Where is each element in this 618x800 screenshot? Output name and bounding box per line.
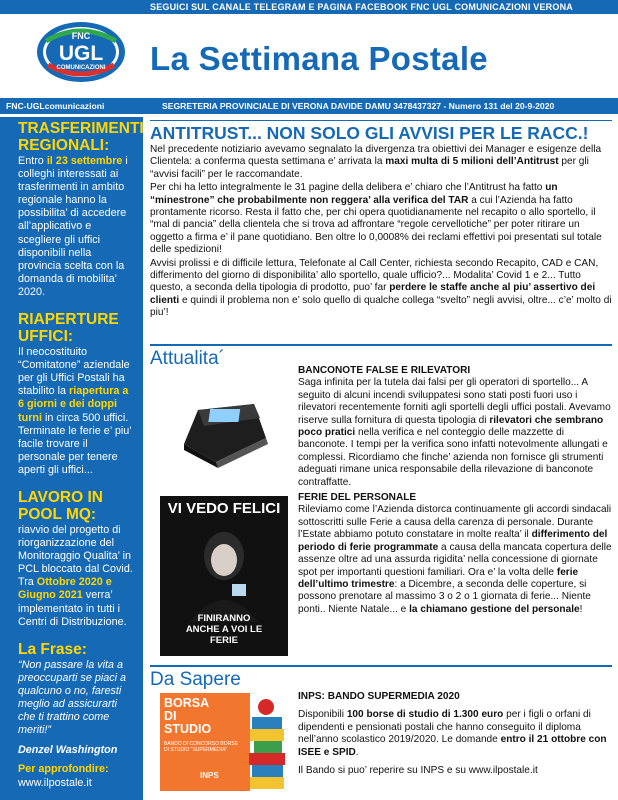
sidebar-heading-riaperture: RIAPERTURE UFFICI: <box>18 311 119 346</box>
newsletter-title: La Settimana Postale <box>150 40 488 77</box>
article-banconote-title: BANCONOTE FALSE E RILEVATORI <box>298 365 471 376</box>
info-bar-left: FNC-UGLcomunicazioni <box>6 101 105 111</box>
borsa-l2: DI <box>164 709 177 723</box>
article-supermedia-title: INPS: BANDO SUPERMEDIA 2020 <box>298 691 460 702</box>
article-antitrust-title: ANTITRUST... NON SOLO GLI AVVISI PER LE RACC.! <box>150 120 612 143</box>
article-antitrust-p2: Per chi ha letto integralmente le 31 pagine della delibera e’ chiaro che l’Antitrust ha fatto un “minestrone” che probabilmente non reggera’ alla verifica del TAR a cui l’Azienda ha fatto prontamente ricorso. Resta il fatto che, per chi opera quotidianamente nel recapito o allo sportello, il “mal di pancia” della clientela che si trova ad affrontare “regole cervellotiche” per poter ritirare un oggetto a firma e’ il pane quotidiano. Ben oltre lo 0,0008% dei reclami effettivi poi presentati sul totale delle spedizioni! <box>150 182 602 256</box>
sidebar-text-riaperture: Il neocostituito “Comitatone” aziendale per gli Uffici Postali ha stabilito la riapertura a 6 giorni e dei doppi turni in circa 500 uffici. Terminate le ferie e’ piu’ facile trovare il personale per tenere aperti gli uffici... <box>18 346 132 476</box>
article-ferie-title: FERIE DEL PERSONALE <box>298 492 417 504</box>
borsa-l3: STUDIO <box>164 722 212 736</box>
meme-bottom-text: FINIRANNO ANCHE A VOI LE FERIE <box>185 613 263 646</box>
banknote-detector-image <box>176 382 272 470</box>
info-bar <box>0 98 618 114</box>
logo-comunicazioni: COMUNICAZIONI <box>56 65 106 71</box>
sidebar-heading-pool: LAVORO IN POOL MQ: <box>18 488 103 523</box>
more-label: Per approfondire: <box>18 763 109 776</box>
sidebar-heading-trasferimenti: TRASFERIMENTI REGIONALI: <box>18 120 144 154</box>
article-supermedia <box>298 691 612 777</box>
sidebar <box>0 117 143 800</box>
borsa-di-studio-image <box>160 693 288 791</box>
sidebar-quote: “Non passare la vita a preoccuparti se piaci a qualcuno o no, faresti meglio ad assicurarti che ti trattino come meriti!” <box>18 658 127 737</box>
sidebar-heading-frase: La Frase: <box>18 640 87 658</box>
ilpostale-link[interactable]: www.ilpostale.it <box>18 777 92 790</box>
sidebar-text-trasferimenti: Entro il 23 settembre i colleghi interessati ai trasferimenti in ambito regionale hanno la possibilita’ di accedere all’applicativo e scegliere gli uffici disponibili nella provincia scelta con la domanda di mobilita’ 2020. <box>18 155 128 298</box>
borsa-sub: BANDO DI CONCORSO BORSE DI STUDIO "SUPERMEDIA" <box>164 741 238 753</box>
quote-author: Denzel Washington <box>18 744 118 757</box>
section-dasapere-heading: Da Sapere <box>150 665 612 691</box>
meme-top-text: VI VEDO FELICI <box>167 500 281 517</box>
sidebar-text-pool: riavvio del progetto di riorganizzazione del Monitoraggio Qualita’ in PCL bloccato dal Covid. Tra Ottobre 2020 e Giugno 2021 verra’ implementato in tutti i Centri di Distribuzione. <box>18 523 133 628</box>
logo-ugl: UGL <box>58 42 104 65</box>
borsa-l1: BORSA <box>164 696 210 710</box>
logo-fnc: FNC <box>71 31 91 41</box>
section-attualita-heading: Attualita´ <box>150 344 612 370</box>
info-bar-right: SEGRETERIA PROVINCIALE DI VERONA DAVIDE DAMU 3478437327 - Numero 131 del 20-9-2020 <box>162 101 555 111</box>
top-banner: SEGUICI SUL CANALE TELEGRAM E PAGINA FACEBOOK FNC UGL COMUNICAZIONI VERONA <box>0 0 618 14</box>
inps-label: INPS <box>200 771 219 780</box>
article-antitrust <box>150 120 612 320</box>
article-banconote-text: Saga infinita per la tutela dai falsi per gli operatori di sportello... A seguito di alcuni incendi sviluppatesi sono stati posti fuori uso i rilevatori recentemente forniti agli sportelli degli uffici postali. Avevamo riserve sulla fornitura di questa tipologia di rilevatori che sembrano poco pratici nella verifica e nel conteggio delle mazzette di banconote. I tempi per la verifica sono infatti notevolmente allungati e complessi. Ricordiamo che finche’ azienda non fornisce gli strumenti adeguati rimane unica responsabile della rilevazione di banconote contraffatte. <box>298 377 611 488</box>
ugl-logo <box>36 21 126 83</box>
article-ferie-text: Rileviamo come l’Azienda distorca continuamente gli accordi sindacali sottoscritti sulle Ferie a causa della carenza di personale. Durante l’Estate abbiamo potuto constatare in molte realta’ il differimento del periodo di ferie programmate a causa della mancata copertura delle assenze oltre ad una assurda rigidita’ nella concessione di giornate spot per importanti questioni familiari. Ora e’ la volta delle ferie dell’ultimo trimestre: a Dicembre, a seconda delle coperture, si possono prenotare al massimo 3 o 2 o 1 giornata di ferie... Niente ponti.. Niente Natale... e la chiamano gestione del personale! <box>298 504 612 615</box>
article-antitrust-p3: Avvisi prolissi e di difficile lettura, Telefonate al Call Center, richiesta secondo Recapito, CAD e CAN, differimento del giorno di disponibilita’ allo sportello, quale ufficio?... Modalita’ Covid 1 e 2... Tutto questo, a seconda della tipologia di prodotto, puo’ far perdere le staffe anche al piu’ assertivo dei clienti e quindi il problema non e’ solo quello di qualche collega “svelto” negli avvisi, oltre... c’e’ molto di piu’! <box>150 257 612 319</box>
article-supermedia-text: Disponibili 100 borse di studio di 1.300 euro per i figli o orfani di dipendenti e pensionati postali che hanno conseguito il diploma nell’anno scolastico 2019/2020. Le domande entro il 21 ottobre con ISEE e SPID. <box>298 709 607 758</box>
article-supermedia-note: Il Bando si puo’ reperire su INPS e su www.ilpostale.it <box>298 765 538 777</box>
meme-image <box>160 496 288 656</box>
article-antitrust-p1: Nel precedente notiziario avevamo segnalato la divergenza tra obiettivi dei Manager e esigenze della Clientela: a conferma questa settimana e’ arrivata la maxi multa di 5 milioni dell’Antitrust per gli “avvisi facili” per le raccomandate. <box>150 144 602 180</box>
article-banconote <box>298 365 612 616</box>
